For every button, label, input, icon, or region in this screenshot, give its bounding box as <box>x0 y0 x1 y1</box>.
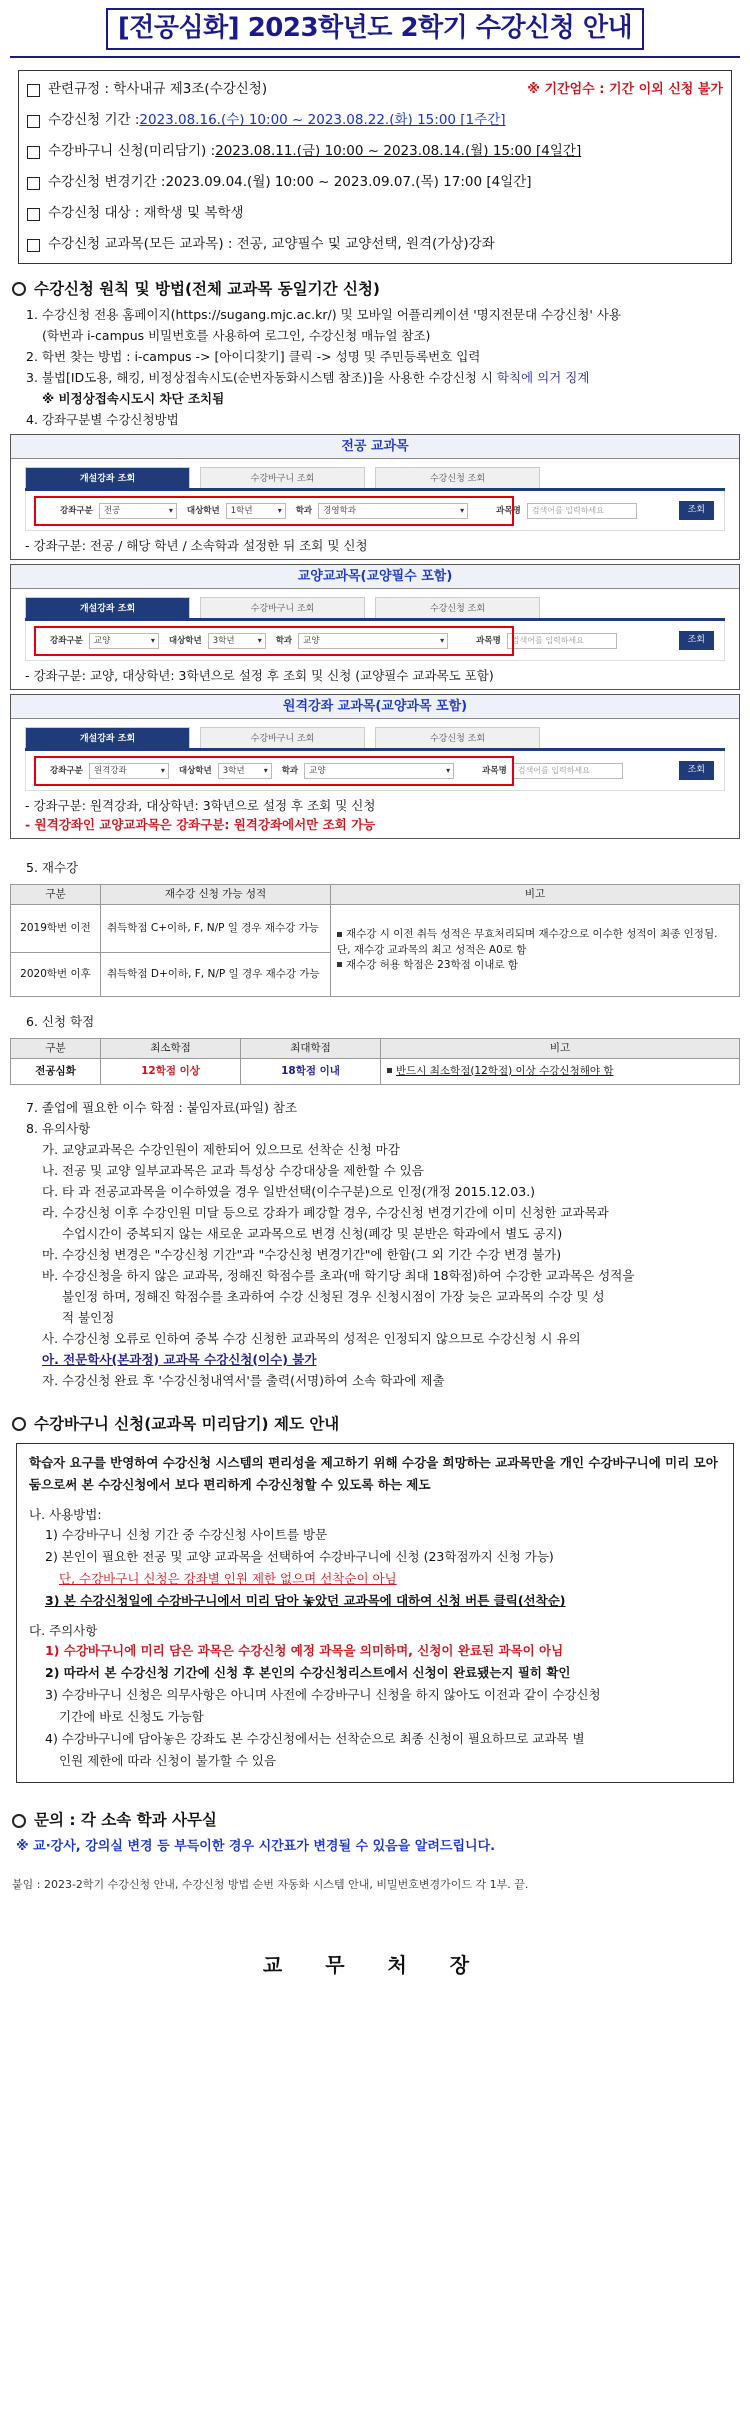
list-item: 라. 수강신청 이후 수강인원 미달 등으로 강좌가 폐강할 경우, 수강신청 변경기간에 이미 신청한 교과목과 <box>42 1204 609 1220</box>
checkbox-icon <box>27 146 40 159</box>
title-box <box>106 8 644 50</box>
panel-body <box>11 459 739 559</box>
list-item: 2) 따라서 본 수강신청 기간에 신청 후 본인의 수강신청리스트에서 신청이 완료됐는지 필히 확인 <box>45 1665 571 1681</box>
list-item: ※ 비정상접속시도시 차단 조치됨 <box>42 391 225 407</box>
period-value: 2023.08.16.(수) 10:00 ~ 2023.08.22.(화) 15:00 [1주간] <box>139 112 506 129</box>
list-item: 7. 졸업에 필요한 이수 학점 : 붙임자료(파일) 참조 <box>26 1099 298 1115</box>
remark-text: 재수강 시 이전 취득 성적은 무효처리되며 재수강으로 이수한 성적이 최종 인정됨. 단, 재수강 교과목의 최고 성적은 A0로 함 <box>337 928 718 956</box>
section-heading: 6. 신청 학점 <box>26 1013 95 1029</box>
list-item: 가. 교양교과목은 수강인원이 제한되어 있으므로 선착순 신청 마감 <box>42 1141 400 1157</box>
list-item: 4. 강좌구분별 수강신청방법 <box>26 412 179 428</box>
section-principles-heading <box>10 278 740 300</box>
circle-bullet-icon <box>12 1417 26 1431</box>
list-item: 3) 본 수강신청일에 수강바구니에서 미리 담아 놓았던 교과목에 대하여 신청 버튼 클릭(선착순) <box>45 1593 566 1609</box>
info-row-basket <box>27 137 723 168</box>
table-cell <box>381 1058 740 1084</box>
field-label: 대상학년 <box>168 635 202 646</box>
table-cell: 취득학점 C+이하, F, N/P 일 경우 재수강 가능 <box>101 904 331 952</box>
caution-title: 다. 주의사항 <box>29 1623 98 1639</box>
tab-registration[interactable]: 수강신청 조회 <box>375 467 540 488</box>
checkbox-icon <box>27 84 40 97</box>
panel-body <box>11 719 739 837</box>
change-value: 2023.09.04.(월) 10:00 ~ 2023.09.07.(목) 17:00 [4일간] <box>165 174 532 191</box>
tab-bar <box>25 727 725 751</box>
basket-value: 2023.08.11.(금) 10:00 ~ 2023.08.14.(월) 15:00 [4일간] <box>215 143 582 160</box>
field-label: 대상학년 <box>186 505 220 516</box>
tab-open-courses[interactable]: 개설강좌 조회 <box>25 467 190 488</box>
note-text: - 강좌구분: 교양, 대상학년: 3학년으로 설정 후 조회 및 신청 (교양필수 교과목도 포함) <box>25 668 494 684</box>
section-title: 수강바구니 신청(교과목 미리담기) 제도 안내 <box>34 1414 340 1433</box>
list-item: 2) 본인이 필요한 전공 및 교양 교과목을 선택하여 수강바구니에 신청 (23학점까지 신청 가능) <box>45 1549 554 1565</box>
list-item: 수업시간이 중복되지 않는 새로운 교과목으로 변경 신청(폐강 및 분반은 학과에서 별도 공지) <box>62 1225 563 1241</box>
list-item: 사. 수강신청 오류로 인하여 중복 수강 신청한 교과목의 성적은 인정되지 않으므로 수강신청 시 유의 <box>42 1330 581 1346</box>
dept-select[interactable]: 교양 ▾ <box>298 633 448 649</box>
section-basket-heading <box>10 1413 740 1435</box>
table-cell: 2019학번 이전 <box>11 904 101 952</box>
circle-bullet-icon <box>12 1814 26 1828</box>
table-header: 구분 <box>11 1038 101 1058</box>
course-type-panels <box>10 434 740 839</box>
credits-table <box>10 1038 740 1085</box>
list-item: 기간에 바로 신청도 가능함 <box>59 1709 204 1725</box>
basket-intro: 학습자 요구를 반영하여 수강신청 시스템의 편리성을 제고하기 위해 수강을 희망하는 교과목만을 개인 수강바구니에 미리 모아둠으로써 본 수강신청에서 보다 편리하게 수강신청할 수 있도록 하는 제도 <box>29 1455 718 1493</box>
table-cell: 12학점 이상 <box>101 1058 241 1084</box>
checkbox-icon <box>27 177 40 190</box>
title-text: 2023학년도 2학기 수강신청 안내 <box>239 13 633 43</box>
list-item: 단, 수강바구니 신청은 강좌별 인원 제한 없으며 선착순이 아님 <box>59 1571 397 1587</box>
course-search-input[interactable]: 검색어를 입력하세요 <box>527 503 637 519</box>
courses-text: 수강신청 교과목(모든 교과목) : 전공, 교양필수 및 교양선택, 원격(가상)강좌 <box>48 236 495 253</box>
section-title: 수강신청 원칙 및 방법(전체 교과목 동일기간 신청) <box>34 279 381 298</box>
list-item: 아. 전문학사(본과정) 교과목 수강신청(이수) 불가 <box>42 1351 317 1367</box>
panel-title: 원격강좌 교과목(교양과목 포함) <box>11 695 739 719</box>
panel-note <box>25 531 725 559</box>
remark-text: 재수강 허용 학점은 23학점 이내로 함 <box>346 958 519 971</box>
retake-section <box>26 857 740 878</box>
panel-note <box>25 661 725 689</box>
list-item: 2. 학번 찾는 방법 : i-campus -> [아이디찾기] 클릭 -> 성명 및 주민등록번호 입력 <box>26 349 481 365</box>
checkbox-icon <box>27 208 40 221</box>
table-row <box>11 1058 740 1084</box>
retake-remark-cell <box>331 904 740 996</box>
table-cell: 2020학번 이후 <box>11 952 101 996</box>
field-dept <box>282 763 454 779</box>
tab-basket[interactable]: 수강바구니 조회 <box>200 597 365 618</box>
period-label: 수강신청 기간 : <box>48 112 140 129</box>
grade-select[interactable]: 3학년 ▾ <box>208 633 266 649</box>
list-item: 다. 타 과 전공교과목을 이수하였을 경우 일반선택(이수구분)으로 인정(개정 2015.12.03.) <box>42 1183 536 1199</box>
change-label: 수강신청 변경기간 : <box>48 174 166 191</box>
list-item <box>26 367 740 388</box>
list-item: 1) 수강바구니 신청 기간 중 수강신청 사이트를 방문 <box>45 1527 328 1543</box>
note-text: - 강좌구분: 원격강좌, 대상학년: 3학년으로 설정 후 조회 및 신청 <box>25 798 376 814</box>
search-button[interactable]: 조회 <box>679 501 714 520</box>
list-item: 자. 수강신청 완료 후 '수강신청내역서'를 출력(서명)하여 소속 학과에 제출 <box>42 1372 445 1388</box>
list-item: 마. 수강신청 변경은 "수강신청 기간"과 "수강신청 변경기간"에 한함(그 외 기간 수강 변경 불가) <box>42 1246 562 1262</box>
table-header: 재수강 신청 가능 성적 <box>101 884 331 904</box>
course-search-input[interactable]: 검색어를 입력하세요 <box>513 763 623 779</box>
panel-liberal <box>10 564 740 690</box>
remark-text: 반드시 최소학점(12학점) 이상 수강신청해야 함 <box>396 1064 614 1077</box>
search-button[interactable]: 조회 <box>679 631 714 650</box>
search-bar <box>25 621 725 661</box>
tab-open-courses[interactable]: 개설강좌 조회 <box>25 597 190 618</box>
section-title: 문의 : 각 소속 학과 사무실 <box>34 1811 217 1830</box>
credits-section <box>26 1011 740 1032</box>
field-label: 강좌구분 <box>60 505 93 516</box>
section-contact-heading <box>10 1809 740 1831</box>
principles-list <box>26 304 740 430</box>
panel-body <box>11 589 739 689</box>
list-item: 4) 수강바구니에 담아놓은 강좌도 본 수강신청에서는 선착순으로 최종 신청이 필요하므로 교과목 별 <box>45 1731 585 1747</box>
info-row-change <box>27 168 723 199</box>
field-label: 강좌구분 <box>50 765 83 776</box>
deadline-warning: ※ 기간엄수 : 기간 이외 신청 불가 <box>527 81 723 97</box>
grade-select[interactable]: 1학년 ▾ <box>226 503 286 519</box>
list-item: 3) 수강바구니 신청은 의무사항은 아니며 사전에 수강바구니 신청을 하지 않아도 이전과 같이 수강신청 <box>45 1687 601 1703</box>
square-bullet-icon <box>387 1068 392 1073</box>
table-header-row <box>11 1038 740 1058</box>
title-prefix: [전공심화] <box>117 13 240 43</box>
search-bar <box>25 491 725 531</box>
note-warning: - 원격강좌인 교양교과목은 강좌구분: 원격강좌에서만 조회 가능 <box>25 816 376 832</box>
field-label: 학과 <box>281 765 299 776</box>
tab-registration[interactable]: 수강신청 조회 <box>375 727 540 748</box>
search-button[interactable]: 조회 <box>679 761 714 780</box>
table-cell: 전공심화 <box>11 1058 101 1084</box>
list-item: (학번과 i-campus 비밀번호를 사용하여 로그인, 수강신청 매뉴얼 참조) <box>42 328 431 344</box>
list-item: 바. 수강신청을 하지 않은 교과목, 정해진 학점수를 초과(매 학기당 최대 18학점)하여 수강한 교과목은 성적을 <box>42 1267 635 1283</box>
attachment-line: 붙임 : 2023-2학기 수강신청 안내, 수강신청 방법 순번 자동화 시스템 안내, 비밀번호변경가이드 각 1부. 끝. <box>12 1877 529 1891</box>
grade-select[interactable]: 3학년 ▾ <box>218 763 272 779</box>
info-row-courses <box>27 230 723 261</box>
circle-bullet-icon <box>12 282 26 296</box>
remark-line <box>337 958 733 973</box>
list-item: 1. 수강신청 전용 홈페이지(https://sugang.mjc.ac.kr/) 및 모바일 어플리케이션 '명지전문대 수강신청' 사용 <box>26 307 621 323</box>
list-item: 적 불인정 <box>62 1309 115 1325</box>
retake-table <box>10 884 740 997</box>
basket-label: 수강바구니 신청(미리담기) : <box>48 143 216 160</box>
checkbox-icon <box>27 115 40 128</box>
field-label: 강좌구분 <box>50 635 83 646</box>
list-item: 1) 수강바구니에 미리 담은 과목은 수강신청 예정 과목을 의미하며, 신청이 완료된 과목이 아님 <box>45 1643 564 1659</box>
panel-title: 교양교과목(교양필수 포함) <box>11 565 739 589</box>
panel-major <box>10 434 740 560</box>
table-header: 비고 <box>381 1038 740 1058</box>
field-label: 과목명 <box>496 505 521 516</box>
table-header-row <box>11 884 740 904</box>
dept-select[interactable]: 교양 ▾ <box>304 763 454 779</box>
panel-online <box>10 694 740 838</box>
table-header: 구분 <box>11 884 101 904</box>
table-row <box>11 904 740 952</box>
tab-bar <box>25 597 725 621</box>
tab-open-courses[interactable]: 개설강좌 조회 <box>25 727 190 748</box>
target-text: 수강신청 대상 : 재학생 및 복학생 <box>48 205 244 222</box>
category-select[interactable]: 전공 ▾ <box>99 503 177 519</box>
field-label: 대상학년 <box>178 765 212 776</box>
checkbox-icon <box>27 239 40 252</box>
remark-line <box>337 927 733 957</box>
square-bullet-icon <box>337 962 342 967</box>
field-label: 학과 <box>275 635 293 646</box>
info-row-regulation <box>27 75 723 106</box>
table-header: 비고 <box>331 884 740 904</box>
list-item: 인원 제한에 따라 신청이 불가할 수 있음 <box>59 1753 277 1769</box>
table-cell: 18학점 이내 <box>241 1058 381 1084</box>
list-item: 나. 전공 및 교양 일부교과목은 교과 특성상 수강대상을 제한할 수 있음 <box>42 1162 424 1178</box>
category-select[interactable]: 교양 ▾ <box>89 633 159 649</box>
section-heading: 5. 재수강 <box>26 859 79 875</box>
list-item: 불인정 하며, 정해진 학점수를 초과하여 수강 신청된 경우 신청시점이 가장 늦은 교과목의 수강 및 성 <box>62 1288 605 1304</box>
item3-text: 3. 불법[ID도용, 해킹, 비정상접속시도(순번자동화시스템 참조)]을 사용한 수강신청 시 <box>26 370 497 386</box>
note-text: - 강좌구분: 전공 / 해당 학년 / 소속학과 설정한 뒤 조회 및 신청 <box>25 538 368 554</box>
notice-page <box>0 8 750 2411</box>
table-cell: 취득학점 D+이하, F, N/P 일 경우 재수강 가능 <box>101 952 331 996</box>
tab-basket[interactable]: 수강바구니 조회 <box>200 727 365 748</box>
signature-office: 교 무 처 장 <box>262 1952 488 1977</box>
regulation-text: 관련규정 : 학사내규 제3조(수강신청) <box>48 81 268 98</box>
schedule-change-note: ※ 교·강사, 강의실 변경 등 부득이한 경우 시간표가 변경될 수 있음을 알려드립니다. <box>16 1838 496 1854</box>
tab-bar <box>25 467 725 491</box>
field-course <box>496 503 637 519</box>
field-label: 과목명 <box>482 765 507 776</box>
course-search-input[interactable]: 검색어를 입력하세요 <box>507 633 617 649</box>
item3-discipline: 학칙에 의거 징계 <box>496 370 590 386</box>
category-select[interactable]: 원격강좌 ▾ <box>89 763 169 779</box>
info-row-target <box>27 199 723 230</box>
field-label: 학과 <box>295 505 313 516</box>
list-item: 8. 유의사항 <box>26 1120 91 1136</box>
field-label: 과목명 <box>476 635 501 646</box>
dept-select[interactable]: 경영학과 ▾ <box>318 503 468 519</box>
page-title <box>10 8 740 50</box>
panel-title: 전공 교과목 <box>11 435 739 459</box>
info-row-period <box>27 106 723 137</box>
square-bullet-icon <box>337 932 342 937</box>
usage-title: 나. 사용방법: <box>29 1507 102 1523</box>
tab-registration[interactable]: 수강신청 조회 <box>375 597 540 618</box>
tab-basket[interactable]: 수강바구니 조회 <box>200 467 365 488</box>
table-header: 최소학점 <box>101 1038 241 1058</box>
basket-box <box>16 1443 734 1783</box>
title-divider <box>10 56 740 58</box>
summary-box <box>18 70 732 264</box>
panel-note <box>25 791 725 837</box>
table-header: 최대학점 <box>241 1038 381 1058</box>
field-dept <box>276 633 448 649</box>
search-bar <box>25 751 725 791</box>
notes-section <box>26 1097 740 1391</box>
field-dept <box>296 503 468 519</box>
